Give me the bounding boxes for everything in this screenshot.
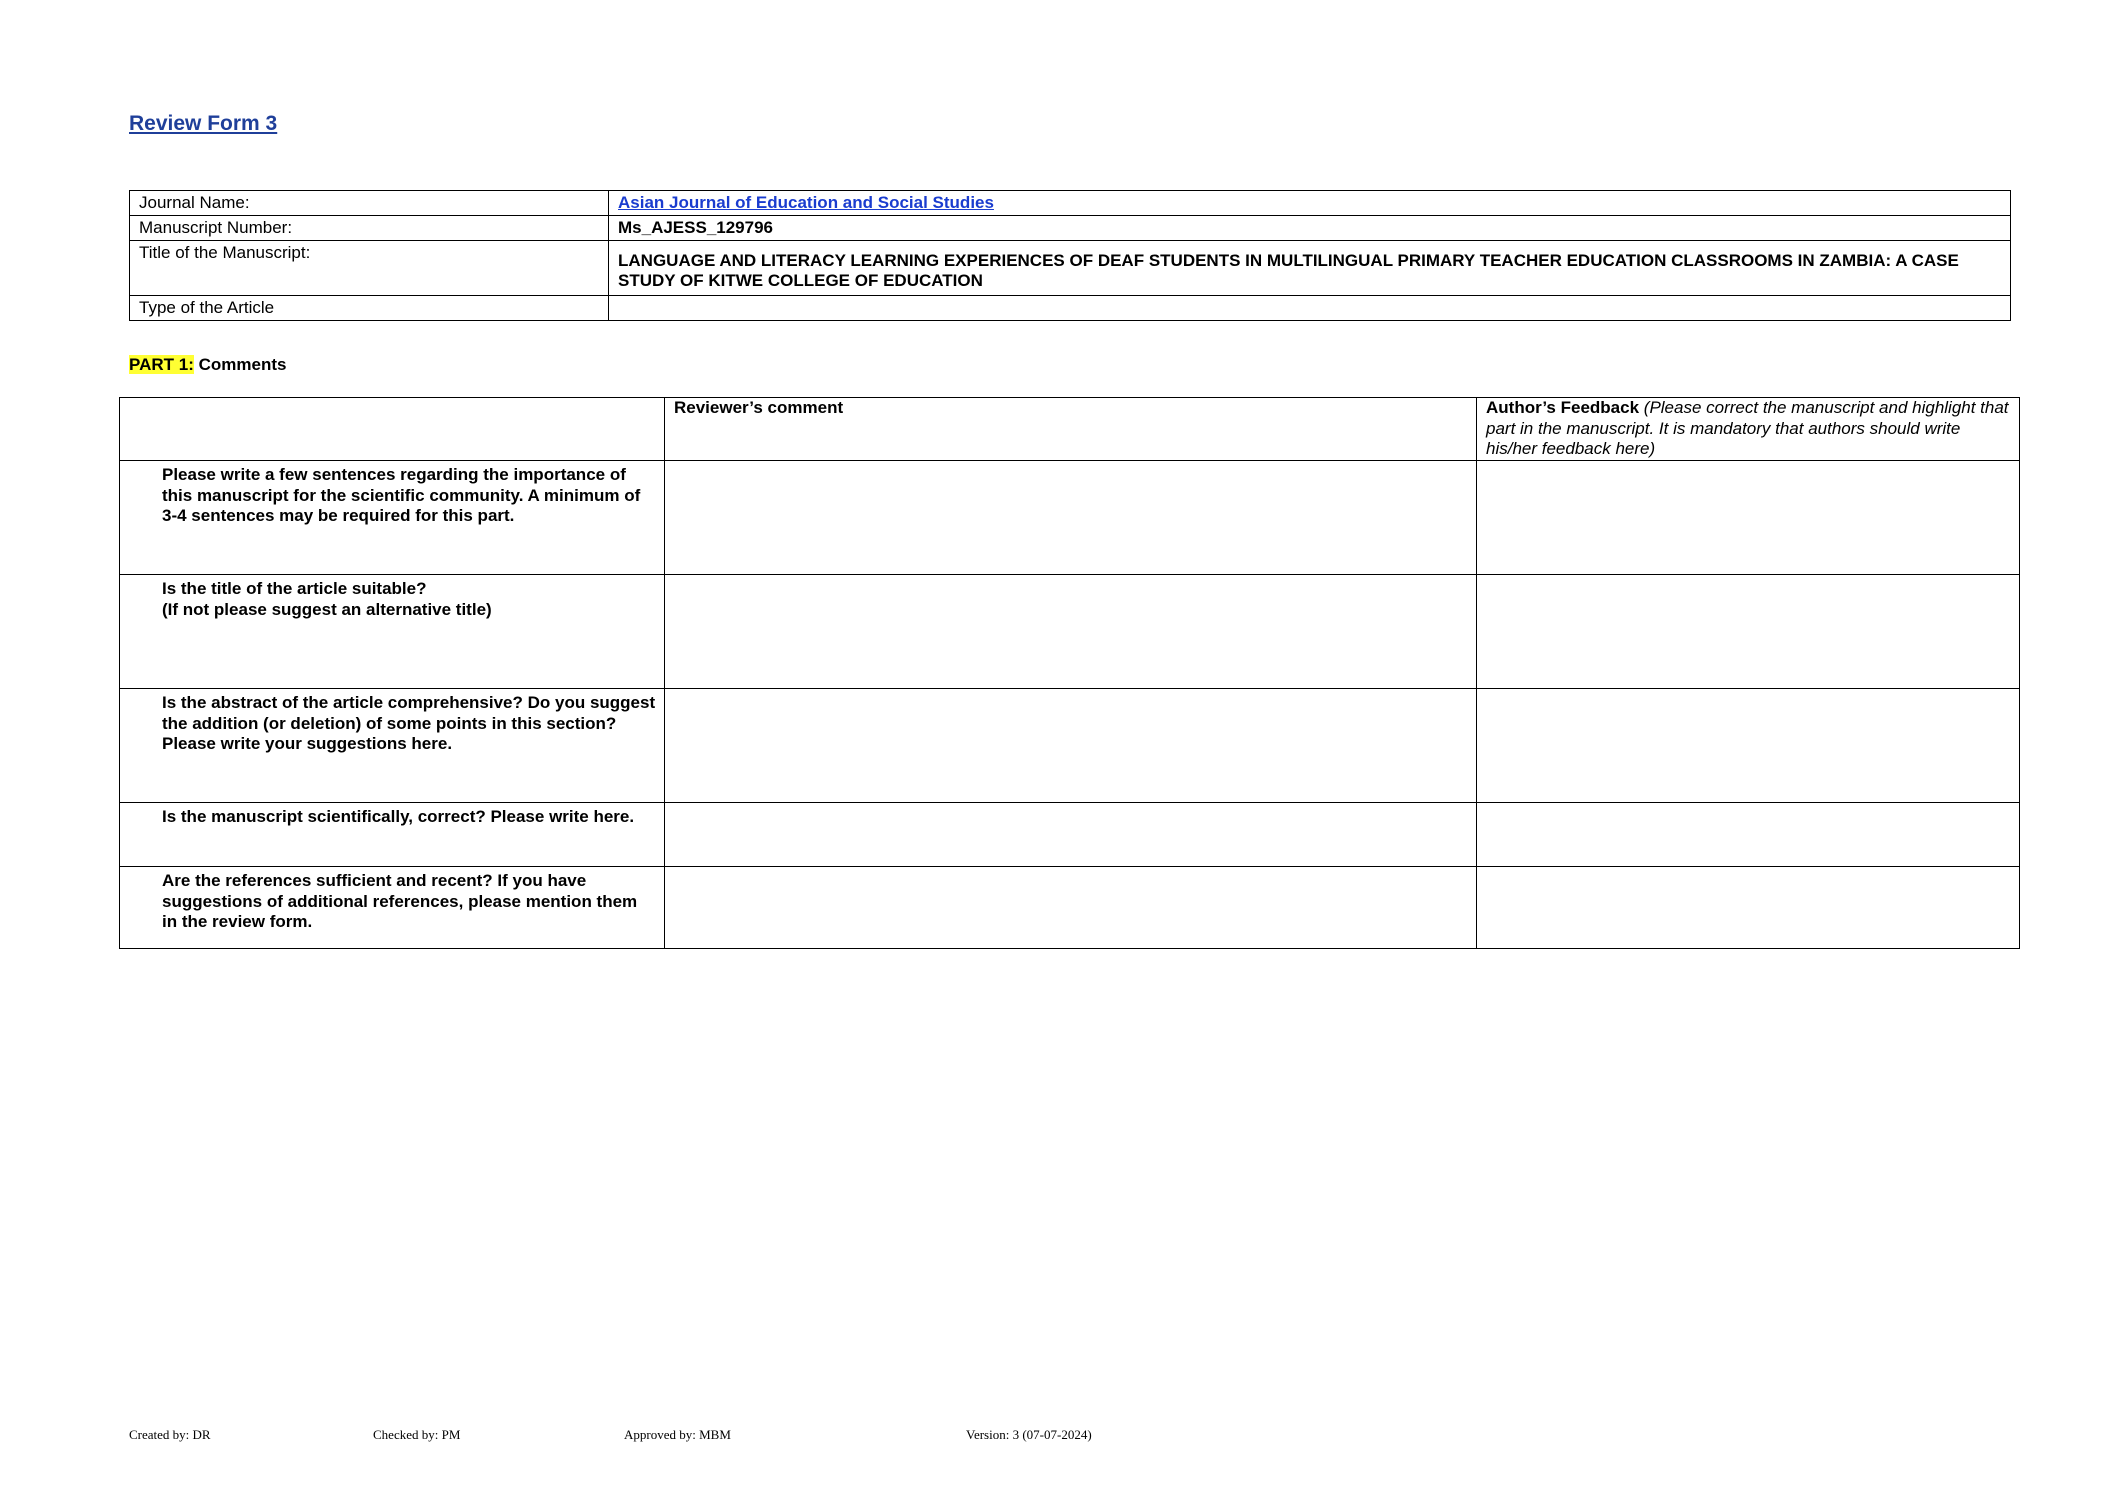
manuscript-number-row (130, 216, 2011, 241)
article-type-value[interactable] (609, 296, 2011, 321)
table-row (120, 575, 2020, 689)
manuscript-info-table (129, 190, 2011, 321)
table-row (120, 689, 2020, 803)
author-feedback-cell[interactable] (1477, 803, 2020, 867)
journal-link[interactable]: Asian Journal of Education and Social Studies (618, 193, 994, 212)
author-feedback-title: Author’s Feedback (1486, 398, 1640, 417)
question-importance: Please write a few sentences regarding the importance of this manuscript for the scientific community. A minimum of 3-4 sentences may be required for this part. (120, 461, 665, 575)
author-feedback-header (1477, 398, 2020, 461)
footer-version: Version: 3 (07-07-2024) (966, 1427, 1092, 1442)
part1-title: Comments (198, 355, 287, 374)
article-type-label: Type of the Article (130, 296, 609, 321)
reviewer-comment-cell[interactable] (665, 575, 1477, 689)
question-scientific: Is the manuscript scientifically, correct? Please write here. (120, 803, 665, 867)
reviewer-comment-cell[interactable] (665, 461, 1477, 575)
form-title: Review Form 3 (129, 112, 278, 135)
reviewer-comment-cell[interactable] (665, 867, 1477, 949)
footer-checked-by: Checked by: PM (373, 1427, 461, 1442)
comments-header-row (120, 398, 2020, 461)
question-header-cell (120, 398, 665, 461)
journal-value-cell (609, 191, 2011, 216)
footer-created-by: Created by: DR (129, 1427, 211, 1442)
question-references: Are the references sufficient and recent? If you have suggestions of additional references, please mention them in the review form. (120, 867, 665, 949)
footer-approved-by: Approved by: MBM (624, 1427, 731, 1442)
part1-heading (129, 355, 286, 375)
table-row (120, 803, 2020, 867)
manuscript-number-value: Ms_AJESS_129796 (609, 216, 2011, 241)
question-title-line1: Is the title of the article suitable? (If not please suggest an alternative title) (162, 579, 492, 619)
author-feedback-cell[interactable] (1477, 867, 2020, 949)
question-abstract: Is the abstract of the article comprehensive? Do you suggest the addition (or deletion) of some points in this section? Please write your suggestions here. (120, 689, 665, 803)
reviewer-comment-cell[interactable] (665, 689, 1477, 803)
author-feedback-cell[interactable] (1477, 689, 2020, 803)
comments-table (119, 397, 2020, 949)
part1-label: PART 1: (129, 355, 194, 374)
manuscript-title-label: Title of the Manuscript: (130, 241, 609, 296)
author-feedback-cell[interactable] (1477, 461, 2020, 575)
question-title (120, 575, 665, 689)
reviewer-comment-header: Reviewer’s comment (665, 398, 1477, 461)
author-feedback-note: (Please correct the manuscript and highlight that part in the manuscript. It is mandatory that authors should write his/her feedback here) (1486, 398, 2009, 458)
manuscript-title-value: LANGUAGE AND LITERACY LEARNING EXPERIENCES OF DEAF STUDENTS IN MULTILINGUAL PRIMARY TEACHER EDUCATION CLASSROOMS IN ZAMBIA: A CASE STUDY OF KITWE COLLEGE OF EDUCATION (609, 241, 2011, 296)
journal-label: Journal Name: (130, 191, 609, 216)
author-feedback-cell[interactable] (1477, 575, 2020, 689)
article-type-row (130, 296, 2011, 321)
manuscript-number-label: Manuscript Number: (130, 216, 609, 241)
table-row (120, 461, 2020, 575)
table-row (120, 867, 2020, 949)
reviewer-comment-cell[interactable] (665, 803, 1477, 867)
manuscript-title-row (130, 241, 2011, 296)
journal-row (130, 191, 2011, 216)
